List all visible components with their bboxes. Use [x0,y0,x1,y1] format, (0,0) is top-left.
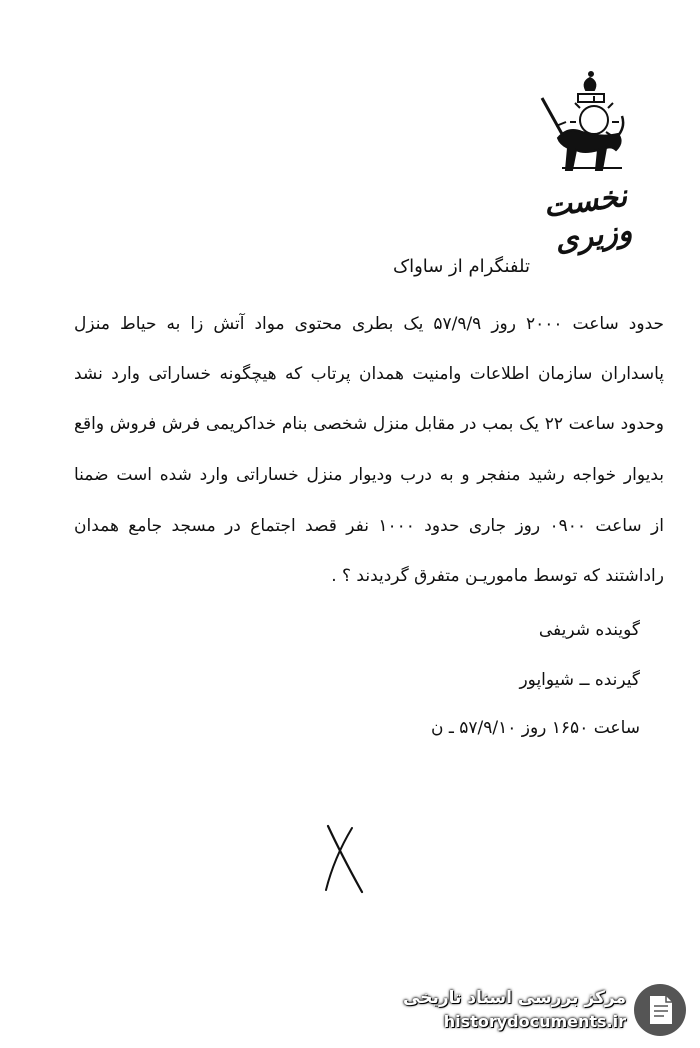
archive-watermark-url: historydocuments.ir [443,1012,626,1031]
lion-and-sun-emblem-icon [528,68,628,188]
sender-line: گوینده شریفی [538,620,640,640]
body-line-5: از ساعت ۰۹۰۰ روز جاری حدود ۱۰۰۰ نفر قصد اجتماع در مسجد جامع همدان [74,516,664,536]
archive-watermark [403,982,692,1040]
archive-document-logo-icon [634,984,686,1036]
body-line-6: راداشتند که توسط ماموریـن متفرق گردیدند ؟ . [331,566,664,586]
body-line-3: وحدود ساعت ۲۲ یک بمب در مقابل منزل شخصی بنام خداکریمی فرش فروش واقع [74,414,664,434]
time-line: ساعت ۱۶۵۰ روز ۵۷/۹/۱۰ ـ ن [430,718,640,738]
archive-watermark-title: مرکز بررسی اسناد تاریخی [403,988,626,1008]
document-heading: تلفنگرام از ساواک [392,256,530,277]
handwritten-x-mark-icon [322,822,366,894]
body-line-1: حدود ساعت ۲۰۰۰ روز ۵۷/۹/۹ یک بطری محتوی مواد آتش زا به حیاط منزل [74,314,664,334]
receiver-line: گیرنده ــ شیواپور [519,670,640,690]
body-line-4: بدیوار خواجه رشید منفجر و به درب ودیوار منزل خساراتی وارد شده است ضمنا [74,465,664,485]
body-line-2: پاسداران سازمان اطلاعات وامنیت همدان پرتاب که هیچگونه خساراتی وارد نشد [74,364,664,384]
office-letterhead-title: نخست وزیری [541,178,635,259]
